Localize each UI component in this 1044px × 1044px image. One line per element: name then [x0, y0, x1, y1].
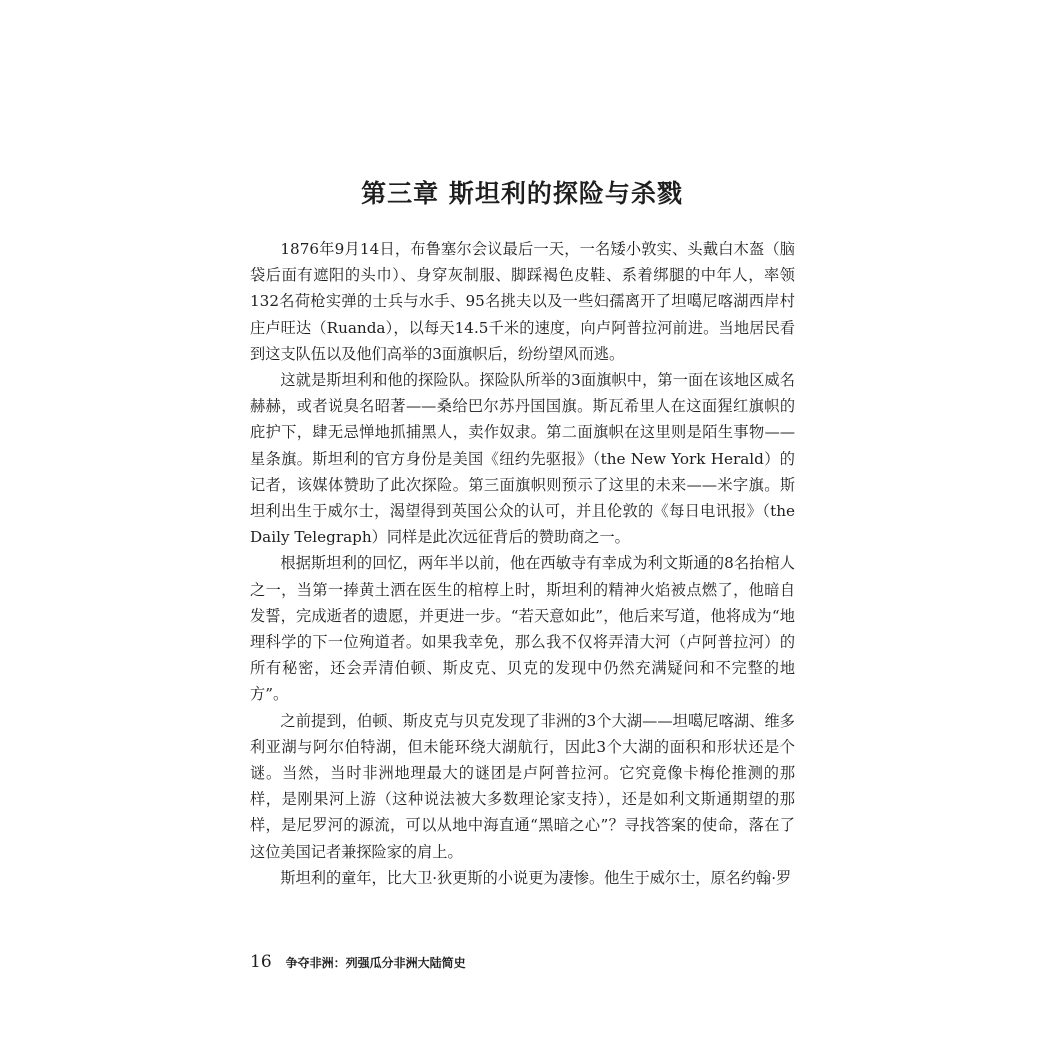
paragraph: 斯坦利的童年，比大卫·狄更斯的小说更为凄惨。他生于威尔士，原名约翰·罗 [280, 868, 792, 887]
chapter-title: 第三章 斯坦利的探险与杀戮 [361, 179, 683, 208]
page-footer [250, 952, 466, 976]
body-text [250, 236, 795, 891]
paragraph: 根据斯坦利的回忆，两年半以前，他在西敏寺有幸成为利文斯通的8名抬棺人之一，当第一捧黄土洒在医生的棺椁上时，斯坦利的精神火焰被点燃了，他暗自发誓，完成逝者的遗愿，并更进一步。“若天意如此”，他后来写道，他将成为“地理科学的下一位殉道者。如果我幸免，那么我不仅将弄清大河（卢阿普拉河）的所有秘密，还会弄清伯顿、斯皮克、贝克的发现中仍然充满疑问和不完整的地方”。 [250, 554, 795, 704]
paragraph: 之前提到，伯顿、斯皮克与贝克发现了非洲的3个大湖——坦噶尼喀湖、维多利亚湖与阿尔伯特湖，但未能环绕大湖航行，因此3个大湖的面积和形状还是个谜。当然，当时非洲地理最大的谜团是卢阿普拉河。它究竟像卡梅伦推测的那样，是刚果河上游（这种说法被大多数理论家支持），还是如利文斯通期望的那样，是尼罗河的源流，可以从地中海直通“黑暗之心”？寻找答案的使命，落在了这位美国记者兼探险家的肩上。 [250, 711, 795, 861]
paragraph: 这就是斯坦利和他的探险队。探险队所举的3面旗帜中，第一面在该地区威名赫赫，或者说臭名昭著——桑给巴尔苏丹国国旗。斯瓦希里人在这面猩红旗帜的庇护下，肆无忌惮地抓捕黑人，卖作奴隶。第二面旗帜在这里则是陌生事物——星条旗。斯坦利的官方身份是美国《纽约先驱报》（the New York Herald）的记者，该媒体赞助了此次探险。第三面旗帜则预示了这里的未来——米字旗。斯坦利出生于威尔士，渴望得到英国公众的认可，并且伦敦的《每日电讯报》（the Daily Telegraph）同样是此次远征背后的赞助商之一。 [250, 371, 795, 547]
page-number: 16 [250, 952, 272, 972]
paragraph: 1876年9月14日，布鲁塞尔会议最后一天，一名矮小敦实、头戴白木盔（脑袋后面有遮阳的头巾）、身穿灰制服、脚踩褐色皮鞋、系着绑腿的中年人，率领132名荷枪实弹的士兵与水手、95名挑夫以及一些妇孺离开了坦噶尼喀湖西岸村庄卢旺达（Ruanda），以每天14.5千米的速度，向卢阿普拉河前进。当地居民看到这支队伍以及他们高举的3面旗帜后，纷纷望风而逃。 [250, 240, 795, 363]
running-title: 争夺非洲：列强瓜分非洲大陆简史 [285, 956, 466, 970]
